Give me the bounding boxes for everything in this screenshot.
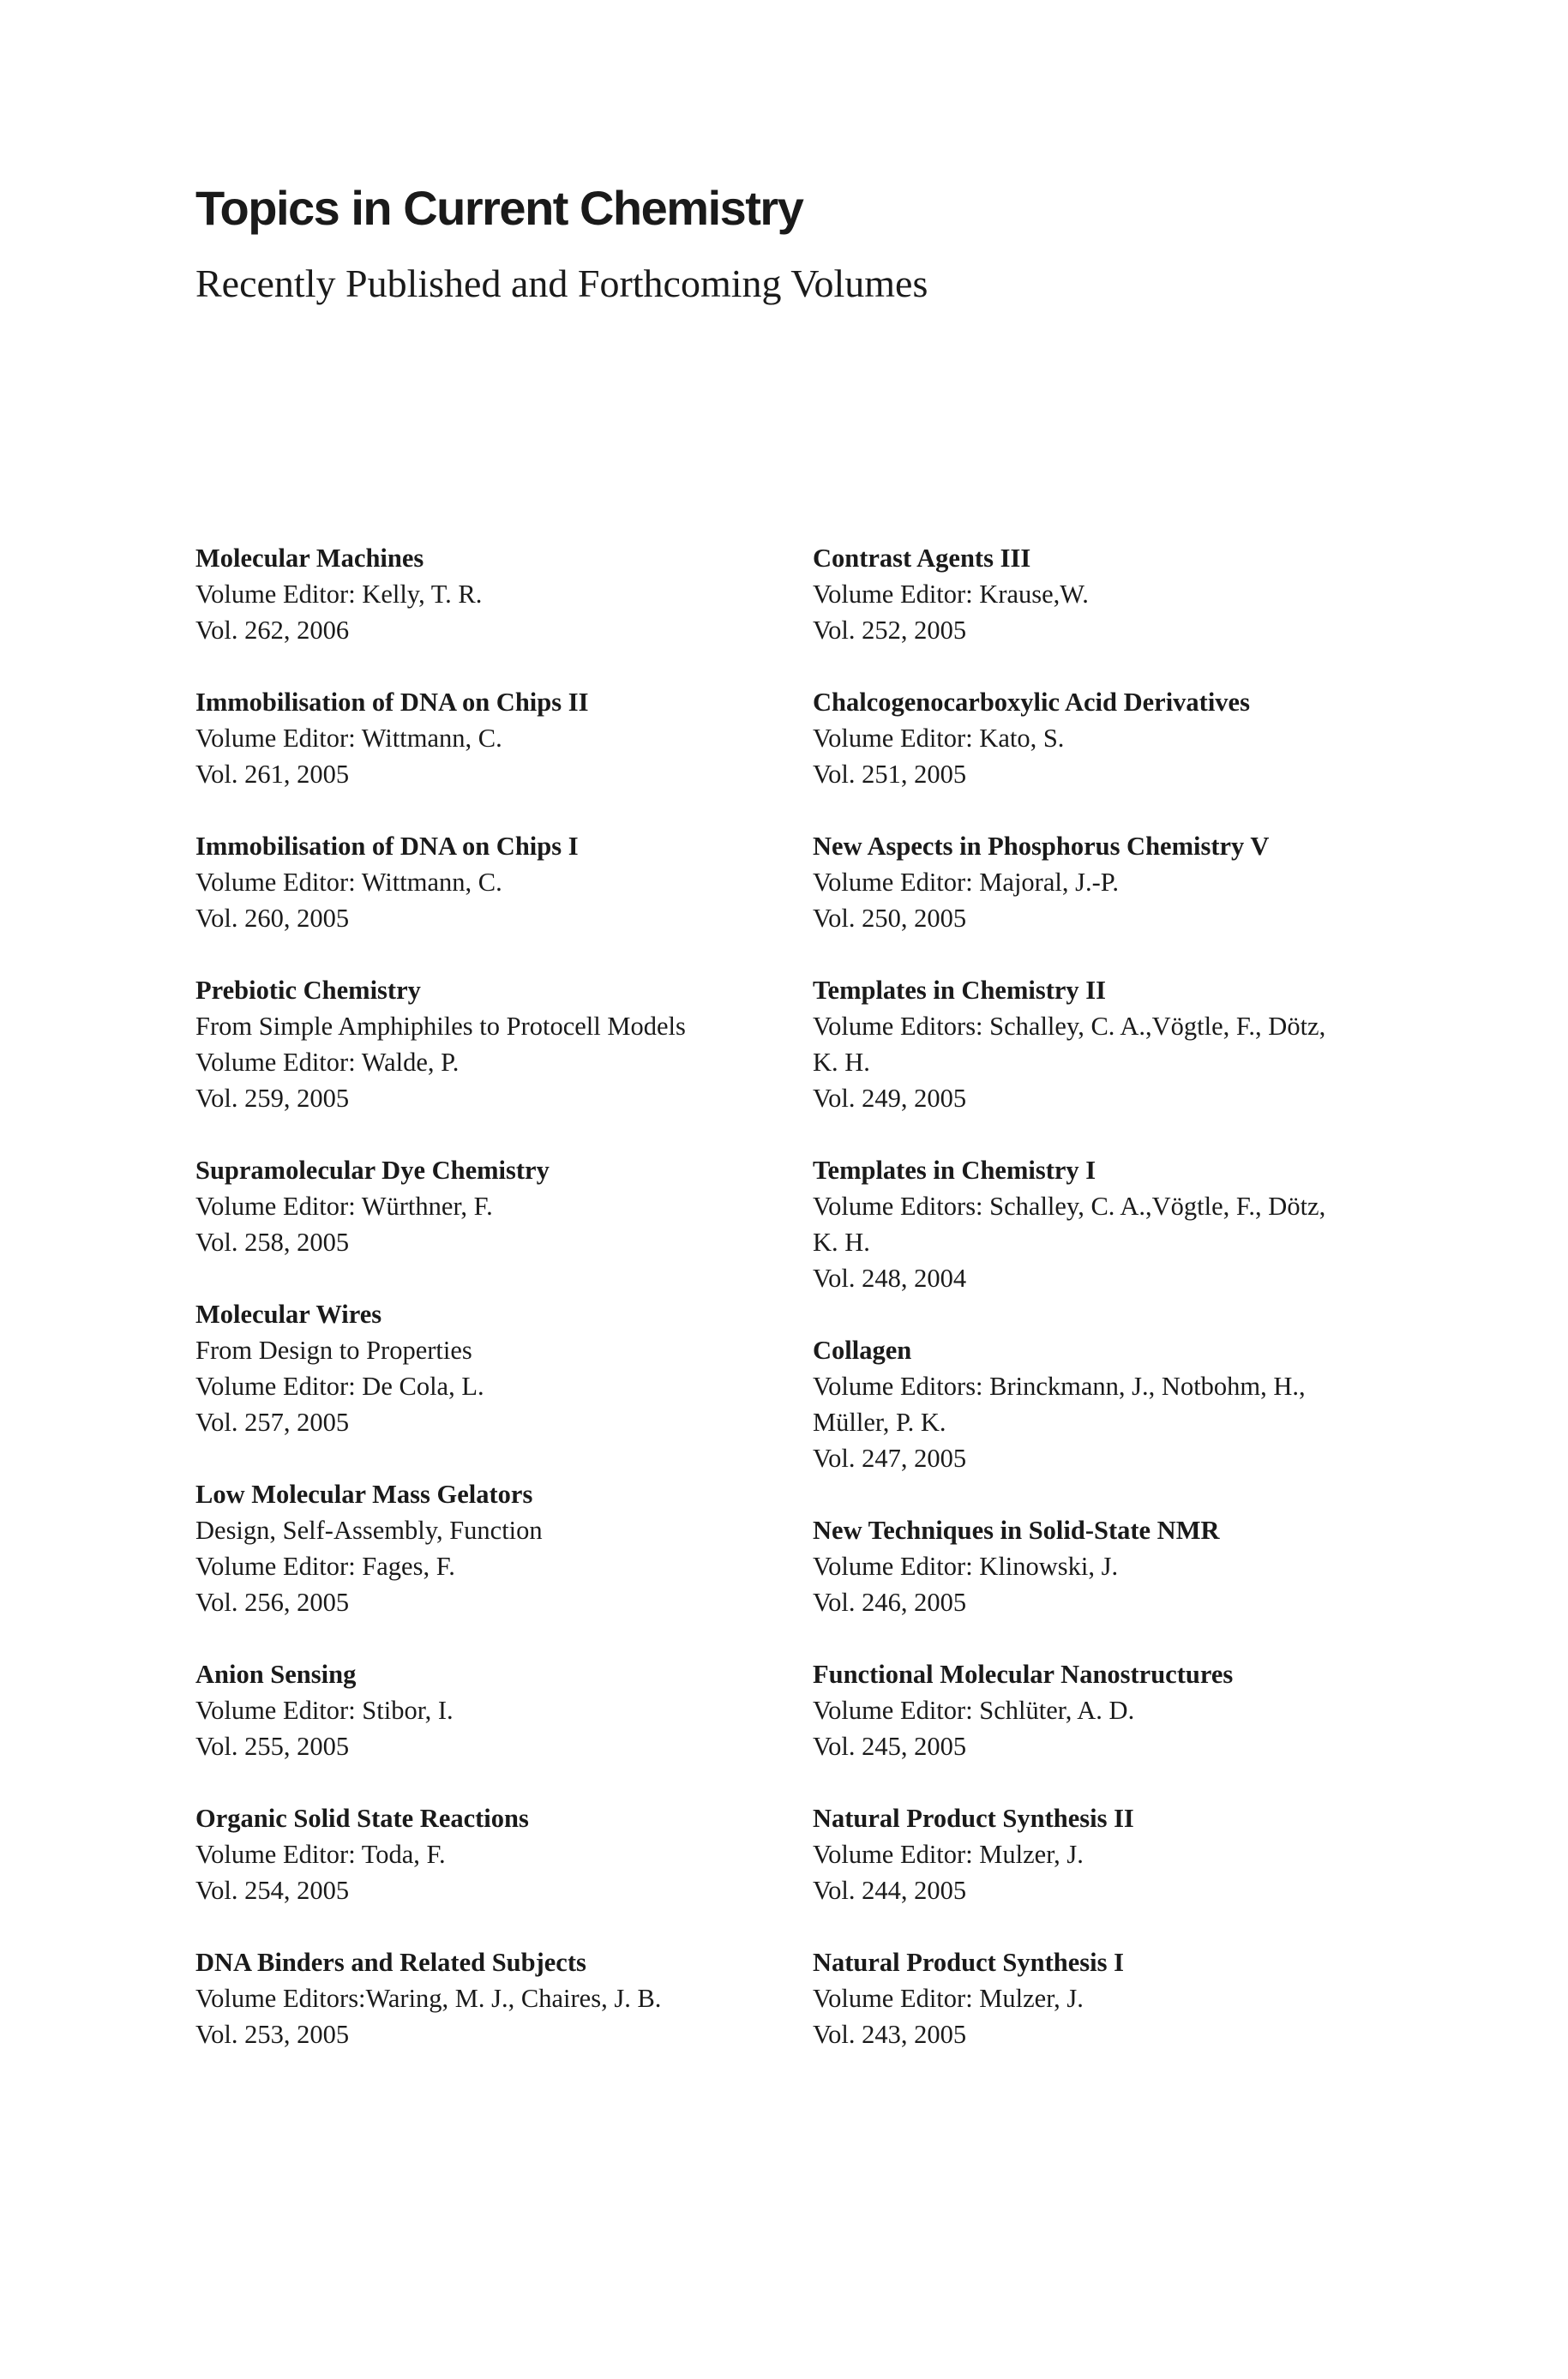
volume-detail-line: Volume Editor: Walde, P. [195, 1048, 460, 1077]
volume-detail-line: Volume Editor: Fages, F. [195, 1552, 455, 1581]
volume-detail-line: Volume Editor: Majoral, J.-P. [813, 868, 1119, 897]
volume-detail-line: Volume Editor: Schlüter, A. D. [813, 1696, 1135, 1725]
volume-detail-line: Vol. 256, 2005 [195, 1588, 350, 1617]
volume-entry [195, 972, 787, 1116]
volume-entry [195, 1800, 787, 1908]
volume-detail-line: Vol. 243, 2005 [813, 2020, 967, 2049]
volume-title: Anion Sensing [195, 1660, 357, 1689]
volume-title: Prebiotic Chemistry [195, 976, 421, 1005]
volume-entry [813, 1512, 1404, 1620]
volume-detail-line: Vol. 260, 2005 [195, 904, 350, 933]
volume-detail-line: Volume Editor: Toda, F. [195, 1840, 446, 1869]
volume-entry [813, 1944, 1404, 2052]
volume-title: Contrast Agents III [813, 544, 1031, 573]
volume-detail-line: Vol. 253, 2005 [195, 2020, 350, 2049]
volume-entry [813, 1332, 1404, 1476]
volume-detail-line: Vol. 254, 2005 [195, 1876, 350, 1905]
volume-detail-line: Volume Editor: Wittmann, C. [195, 724, 502, 753]
volume-entry [195, 1656, 787, 1764]
volume-list-left [195, 540, 787, 2088]
volume-detail-line: Vol. 262, 2006 [195, 616, 350, 645]
volume-entry [195, 540, 787, 648]
volume-detail-line: From Simple Amphiphiles to Protocell Models [195, 1012, 686, 1041]
volume-detail-line: Vol. 258, 2005 [195, 1228, 350, 1257]
volume-detail-line: Volume Editor: Würthner, F. [195, 1192, 493, 1221]
volume-title: Chalcogenocarboxylic Acid Derivatives [813, 688, 1250, 717]
volume-detail-line: Müller, P. K. [813, 1408, 946, 1437]
volume-detail-line: Vol. 246, 2005 [813, 1588, 967, 1617]
volume-detail-line: Volume Editor: Kelly, T. R. [195, 580, 483, 609]
volume-detail-line: Vol. 248, 2004 [813, 1264, 967, 1293]
volume-detail-line: Volume Editor: Mulzer, J. [813, 1840, 1084, 1869]
volume-entry [813, 684, 1404, 792]
volume-detail-line: Volume Editor: Stibor, I. [195, 1696, 454, 1725]
volume-detail-line: Vol. 259, 2005 [195, 1084, 350, 1113]
volume-title: Immobilisation of DNA on Chips II [195, 688, 589, 717]
volume-entry [813, 1800, 1404, 1908]
volume-title: Templates in Chemistry I [813, 1156, 1096, 1185]
volume-detail-line: Volume Editors:Waring, M. J., Chaires, J. B. [195, 1984, 662, 2013]
volume-detail-line: Volume Editors: Schalley, C. A.,Vögtle, F., Dötz, [813, 1012, 1326, 1041]
volume-entry [813, 972, 1404, 1116]
volume-entry [195, 1296, 787, 1440]
volume-title: Templates in Chemistry II [813, 976, 1107, 1005]
volume-detail-line: Volume Editor: Krause,W. [813, 580, 1089, 609]
volume-detail-line: Volume Editor: Wittmann, C. [195, 868, 502, 897]
volume-title: Functional Molecular Nanostructures [813, 1660, 1234, 1689]
volume-detail-line: Volume Editors: Schalley, C. A.,Vögtle, F., Dötz, [813, 1192, 1326, 1221]
volume-detail-line: Design, Self-Assembly, Function [195, 1516, 543, 1545]
volume-title: Immobilisation of DNA on Chips I [195, 832, 579, 861]
volume-detail-line: Volume Editor: De Cola, L. [195, 1372, 484, 1401]
volume-entry [195, 1476, 787, 1620]
volume-detail-line: Vol. 252, 2005 [813, 616, 967, 645]
volume-detail-line: Volume Editor: Mulzer, J. [813, 1984, 1084, 2013]
volume-detail-line: Volume Editor: Klinowski, J. [813, 1552, 1119, 1581]
series-subtitle: Recently Published and Forthcoming Volumes [195, 261, 928, 305]
volume-detail-line: Vol. 244, 2005 [813, 1876, 967, 1905]
volume-title: Molecular Wires [195, 1300, 382, 1329]
volume-title: Low Molecular Mass Gelators [195, 1480, 533, 1509]
volume-entry [195, 828, 787, 936]
volume-title: Molecular Machines [195, 544, 424, 573]
volume-entry [813, 540, 1404, 648]
volume-detail-line: K. H. [813, 1048, 870, 1077]
series-title: Topics in Current Chemistry [195, 181, 803, 235]
volume-entry [195, 1944, 787, 2052]
volume-entry [813, 1152, 1404, 1296]
volume-title: Organic Solid State Reactions [195, 1804, 529, 1833]
volume-detail-line: Volume Editors: Brinckmann, J., Notbohm, H., [813, 1372, 1306, 1401]
volume-entry [813, 1656, 1404, 1764]
volume-title: DNA Binders and Related Subjects [195, 1948, 586, 1977]
volume-entry [813, 828, 1404, 936]
volume-title: Supramolecular Dye Chemistry [195, 1156, 550, 1185]
volume-entry [195, 1152, 787, 1260]
volume-detail-line: Vol. 250, 2005 [813, 904, 967, 933]
volume-entry [195, 684, 787, 792]
volume-detail-line: Vol. 251, 2005 [813, 760, 967, 789]
volume-detail-line: Vol. 261, 2005 [195, 760, 350, 789]
volume-detail-line: Vol. 245, 2005 [813, 1732, 967, 1761]
volume-title: Natural Product Synthesis II [813, 1804, 1134, 1833]
volume-detail-line: K. H. [813, 1228, 870, 1257]
volume-detail-line: Vol. 257, 2005 [195, 1408, 350, 1437]
volume-detail-line: Vol. 249, 2005 [813, 1084, 967, 1113]
volume-detail-line: Vol. 247, 2005 [813, 1444, 967, 1473]
volume-title: New Aspects in Phosphorus Chemistry V [813, 832, 1270, 861]
volume-list-right [813, 540, 1404, 2088]
volume-detail-line: From Design to Properties [195, 1336, 472, 1365]
volume-title: New Techniques in Solid-State NMR [813, 1516, 1220, 1545]
volume-title: Natural Product Synthesis I [813, 1948, 1124, 1977]
volume-detail-line: Vol. 255, 2005 [195, 1732, 350, 1761]
volume-detail-line: Volume Editor: Kato, S. [813, 724, 1065, 753]
volume-title: Collagen [813, 1336, 912, 1365]
